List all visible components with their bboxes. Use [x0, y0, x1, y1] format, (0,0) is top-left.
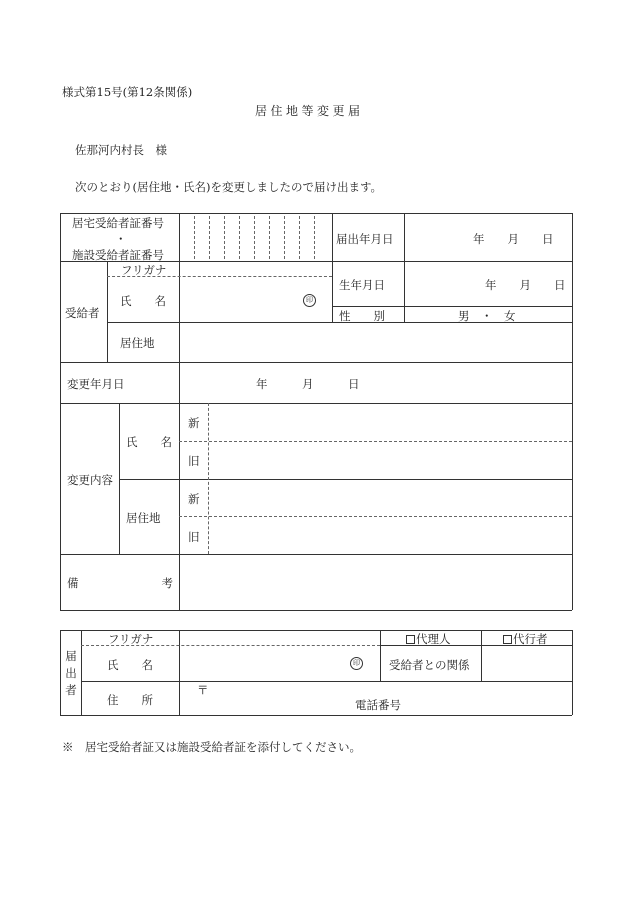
- agent-label: 代理人: [416, 632, 451, 646]
- birth-date-label: 生年月日: [339, 278, 385, 292]
- table1-bottom-border: [60, 610, 572, 611]
- old-residence-marker: 旧: [188, 530, 200, 544]
- residence-label: 居住地: [120, 336, 155, 350]
- relation-field[interactable]: [482, 646, 572, 681]
- col-line: [380, 630, 381, 681]
- cert-number-label-2: 施設受給者証番号: [72, 248, 164, 262]
- form-number: 様式第15号(第12条関係): [62, 85, 193, 99]
- change-date-label: 変更年月日: [67, 377, 125, 391]
- table1-left-border: [60, 213, 61, 610]
- checkbox-icon: [406, 635, 415, 644]
- row-line: [332, 306, 572, 307]
- proxy-label: 代行者: [513, 632, 548, 646]
- change-content-label: 変更内容: [67, 473, 113, 487]
- notifier-label: 届出者: [65, 649, 77, 697]
- agent-checkbox[interactable]: [406, 631, 451, 647]
- name-label: 氏 名: [120, 294, 166, 308]
- cert-number-separator: ・: [115, 232, 127, 246]
- birth-date-value[interactable]: 年 月 日: [485, 278, 566, 292]
- change-date-value[interactable]: 年 月 日: [256, 377, 360, 391]
- table1-right-border: [572, 213, 573, 610]
- notifier-furigana-field[interactable]: [180, 631, 380, 645]
- proxy-checkbox[interactable]: [503, 631, 548, 647]
- footnote: ※ 居宅受給者証又は施設受給者証を添付してください。: [62, 740, 361, 754]
- new-old-col-dash: [208, 403, 209, 554]
- checkbox-icon: [503, 635, 512, 644]
- sex-label: 性 別: [339, 309, 385, 323]
- notifier-seal-icon: 印: [350, 657, 363, 670]
- addressee: 佐那河内村長 様: [75, 143, 167, 157]
- recipient-label: 受給者: [65, 306, 100, 320]
- intro-text: 次のとおり(居住地・氏名)を変更しましたので届け出ます。: [75, 180, 383, 194]
- sex-options[interactable]: 男 ・ 女: [458, 309, 516, 323]
- furigana-field[interactable]: [180, 262, 332, 276]
- remarks-field[interactable]: [180, 555, 572, 610]
- old-residence-field[interactable]: [210, 517, 572, 554]
- form-title: 居住地等変更届: [255, 104, 364, 118]
- old-name-marker: 旧: [188, 454, 200, 468]
- postal-mark: 〒: [197, 683, 209, 697]
- new-residence-marker: 新: [188, 492, 200, 506]
- new-residence-field[interactable]: [210, 480, 572, 516]
- residence-field[interactable]: [180, 323, 572, 362]
- furigana-label: フリガナ: [121, 263, 167, 277]
- col-line: [81, 630, 82, 715]
- cert-number-label-1: 居宅受給者証番号: [72, 216, 164, 230]
- table2-bottom-border: [60, 715, 572, 716]
- cert-number-field[interactable]: [180, 214, 332, 261]
- table2-left-border: [60, 630, 61, 715]
- phone-label: 電話番号: [355, 698, 401, 712]
- table2-right-border: [572, 630, 573, 715]
- row-line: [60, 362, 572, 363]
- change-residence-label: 居住地: [126, 511, 161, 525]
- seal-icon: 印: [303, 294, 316, 307]
- relation-label: 受給者との関係: [389, 658, 470, 672]
- notify-date-value[interactable]: 年 月 日: [473, 232, 554, 246]
- remarks-label: 備 考: [67, 576, 173, 590]
- notifier-name-label: 氏 名: [107, 658, 153, 672]
- notifier-address-field[interactable]: [180, 682, 572, 715]
- notifier-furigana-label: フリガナ: [108, 632, 154, 646]
- new-name-marker: 新: [188, 416, 200, 430]
- change-name-label: 氏 名: [126, 435, 172, 449]
- notifier-address-label: 住 所: [107, 693, 153, 707]
- new-name-field[interactable]: [210, 404, 572, 441]
- notify-date-label: 届出年月日: [336, 232, 394, 246]
- old-name-field[interactable]: [210, 442, 572, 479]
